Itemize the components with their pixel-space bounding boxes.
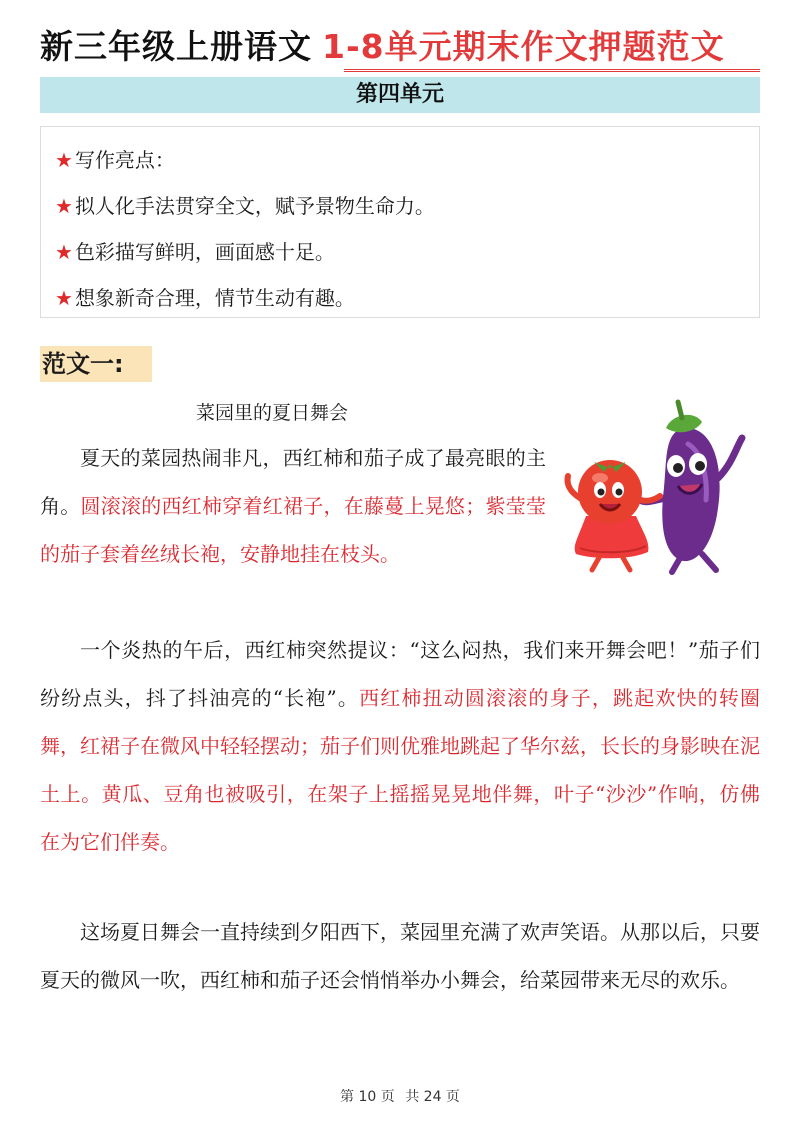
writing-highlights-box [40, 126, 760, 318]
title-main: 新三年级上册语文 [40, 26, 312, 66]
tomato-icon [568, 460, 661, 570]
star-icon: ★ [55, 194, 73, 218]
star-icon: ★ [55, 240, 73, 264]
page-total: 共 24 页 [405, 1089, 460, 1105]
page-footer [0, 1086, 800, 1106]
title-underline [344, 69, 760, 72]
tomato-eggplant-dancing-illustration [556, 388, 758, 576]
essay-title: 菜园里的夏日舞会 [196, 402, 349, 424]
highlight-item: ★ 拟人化手法贯穿全文，赋予景物生命力。 [55, 194, 435, 218]
page-header [40, 18, 760, 70]
page-number: 第 10 页 [340, 1089, 395, 1105]
star-icon: ★ [55, 148, 73, 172]
star-icon: ★ [55, 286, 73, 310]
essay-paragraph: 这场夏日舞会一直持续到夕阳西下，菜园里充满了欢声笑语。从那以后，只要夏天的微风一吹，西红柿和茄子还会悄悄举办小舞会，给菜园带来无尽的欢乐。 [40, 920, 760, 992]
unit-banner: 第四单元 [40, 77, 760, 113]
highlight-item: ★ 色彩描写鲜明，画面感十足。 [55, 240, 335, 264]
highlight-item: ★ 想象新奇合理，情节生动有趣。 [55, 286, 355, 310]
title-highlight: 1-8单元期末作文押题范文 [322, 26, 725, 66]
essay-paragraph: 一个炎热的午后，西红柿突然提议：“这么闷热，我们来开舞会吧！”茄子们纷纷点头，抖了抖油亮的“长袍”。西红柿扭动圆滚滚的身子，跳起欢快的转圈舞，红裙子在微风中轻轻摆动；茄子们则优雅地跳起了华尔兹，长长的身影映在泥土上。黄瓜、豆角也被吸引，在架子上摇摇晃晃地伴舞，叶子“沙沙”作响，仿佛在为它们伴奏。 [40, 638, 760, 854]
sample-essay-label: 范文一: [40, 346, 152, 382]
eggplant-icon [640, 402, 742, 572]
essay-paragraph: 夏天的菜园热闹非凡，西红柿和茄子成了最亮眼的主角。圆滚滚的西红柿穿着红裙子，在藤蔓上晃悠；紫莹莹的茄子套着丝绒长袍，安静地挂在枝头。 [40, 446, 546, 566]
highlights-heading: ★ 写作亮点： [55, 148, 175, 172]
